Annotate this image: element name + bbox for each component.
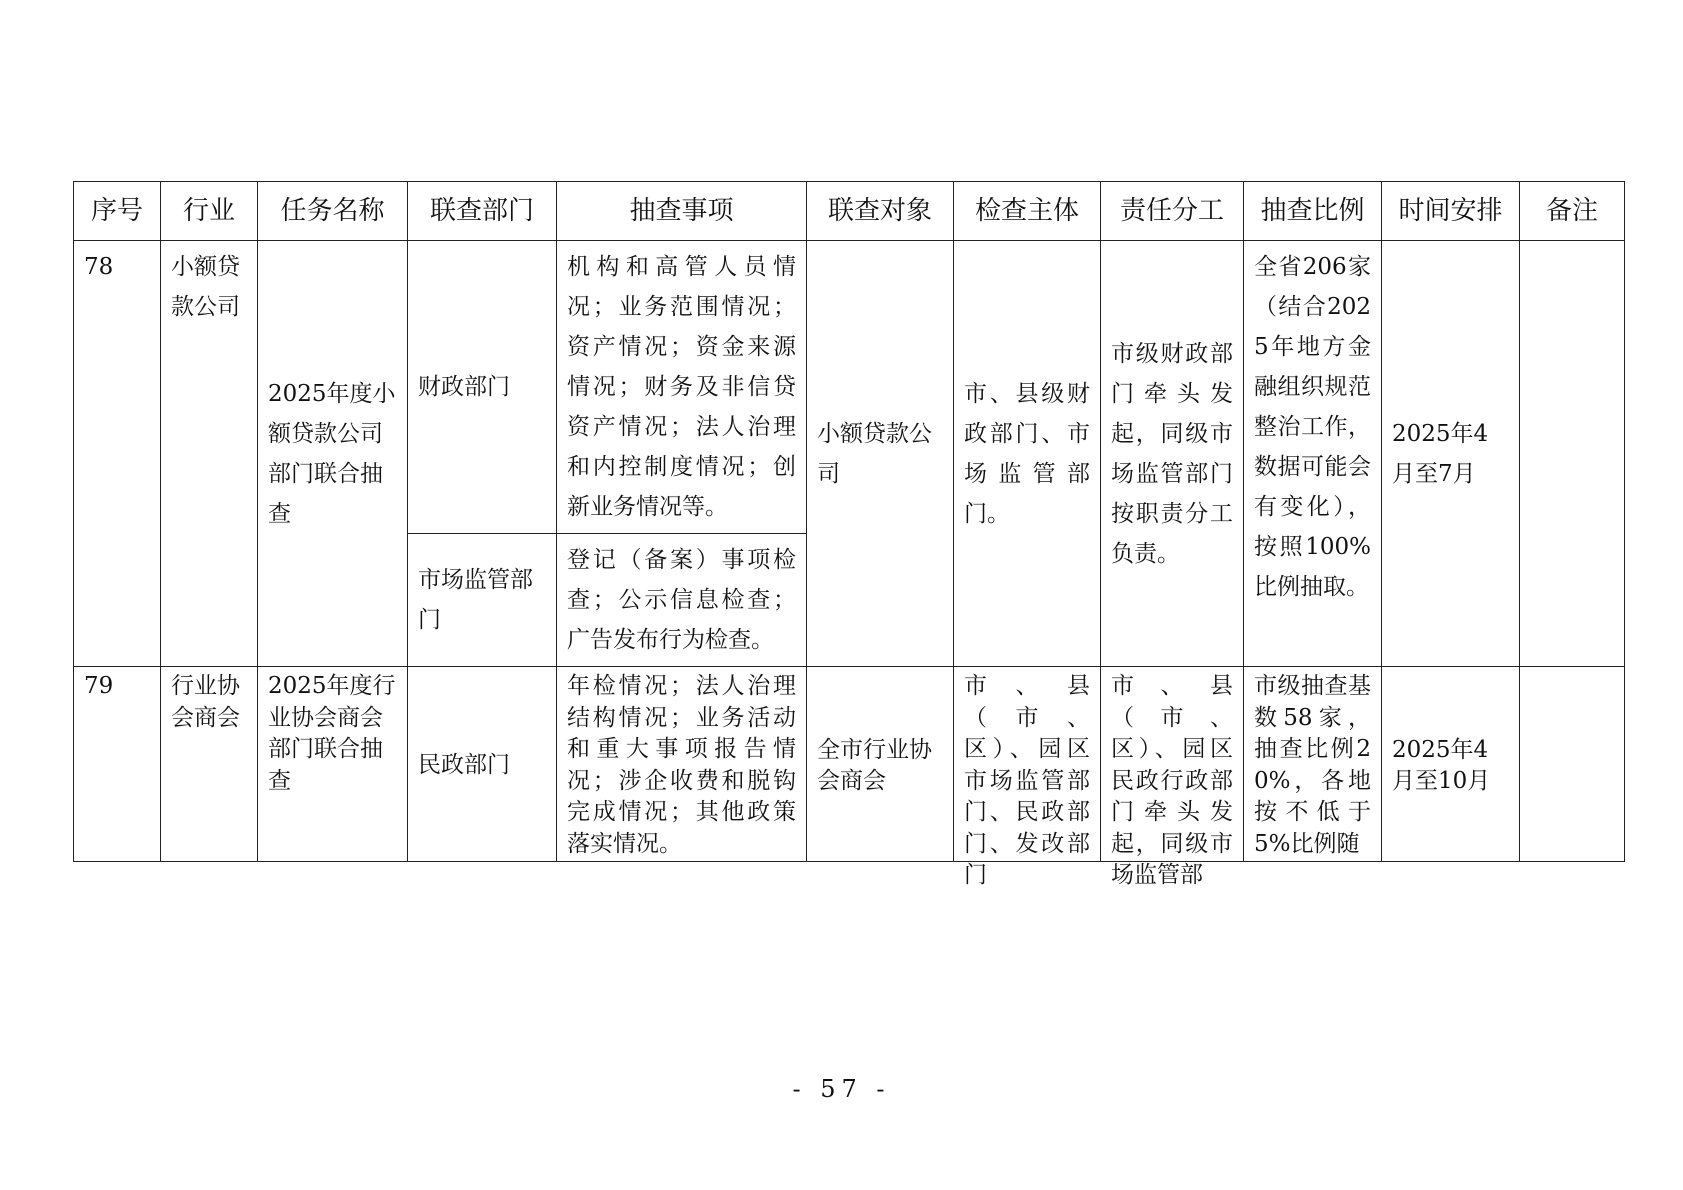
row-79-industry bbox=[161, 667, 258, 862]
header-subject: 检查主体 bbox=[954, 182, 1101, 241]
row-79-target-text: 全市行业协会商会 bbox=[817, 736, 932, 794]
row-79-target bbox=[807, 667, 954, 862]
row-79-subject-text: 市、县（市、区）、园区市场监管部门、民政部门、发改部门 bbox=[964, 673, 1090, 888]
page-number: - 57 - bbox=[792, 1075, 891, 1103]
row-79-items-text: 年检情况；法人治理结构情况；业务活动和重大事项报告情况；涉企收费和脱钩完成情况；其他政策落实情况。 bbox=[567, 673, 796, 857]
row-78-dept-finance: 财政部门 bbox=[408, 241, 557, 534]
header-departments: 联查部门 bbox=[408, 182, 557, 241]
row-78-schedule: 2025年4月至7月 bbox=[1382, 241, 1520, 667]
row-78-items-market: 登记（备案）事项检查；公示信息检查；广告发布行为检查。 bbox=[557, 534, 807, 667]
header-ratio: 抽查比例 bbox=[1244, 182, 1382, 241]
row-78-items-finance: 机构和高管人员情况；业务范围情况；资产情况；资金来源情况；财务及非信贷资产情况；法人治理和内控制度情况；创新业务情况等。 bbox=[557, 241, 807, 534]
header-target: 联查对象 bbox=[807, 182, 954, 241]
row-78-industry: 小额贷款公司 bbox=[161, 241, 258, 667]
inspection-table bbox=[73, 181, 1625, 888]
row-79-schedule bbox=[1382, 667, 1520, 862]
row-78-duty: 市级财政部门牵头发起，同级市场监管部门按职责分工负责。 bbox=[1101, 241, 1244, 667]
header-duty: 责任分工 bbox=[1101, 182, 1244, 241]
row-79-subject bbox=[954, 667, 1101, 888]
row-79-remark bbox=[1520, 667, 1625, 862]
row-79-task bbox=[258, 667, 408, 862]
row-78-dept-market: 市场监管部门 bbox=[408, 534, 557, 667]
header-schedule: 时间安排 bbox=[1382, 182, 1520, 241]
row-79-dept-text: 民政部门 bbox=[418, 752, 510, 779]
row-79-schedule-text: 2025年4月至10月 bbox=[1392, 736, 1491, 794]
row-79-no-text: 79 bbox=[84, 673, 114, 699]
row-78-subject: 市、县级财政部门、市场监管部门。 bbox=[954, 241, 1101, 667]
row-79-no bbox=[74, 667, 161, 862]
row-78-remark bbox=[1520, 241, 1625, 667]
row-78-target: 小额贷款公司 bbox=[807, 241, 954, 667]
header-items: 抽查事项 bbox=[557, 182, 807, 241]
row-79-task-text: 2025年度行业协会商会部门联合抽查 bbox=[268, 673, 396, 794]
row-79-dept bbox=[408, 667, 557, 862]
header-row bbox=[74, 182, 1625, 241]
row-79-duty bbox=[1101, 667, 1244, 888]
row-79-items bbox=[557, 667, 807, 862]
row-78-no: 78 bbox=[74, 241, 161, 667]
header-task: 任务名称 bbox=[258, 182, 408, 241]
table-row bbox=[74, 667, 1625, 862]
row-79-industry-text: 行业协会商会 bbox=[171, 673, 240, 731]
row-78-task: 2025年度小额贷款公司部门联合抽查 bbox=[258, 241, 408, 667]
row-78-ratio: 全省206家（结合2025年地方金融组织规范整治工作，数据可能会有变化），按照100%比例抽取。 bbox=[1244, 241, 1382, 667]
row-79-ratio bbox=[1244, 667, 1382, 862]
table-row bbox=[74, 241, 1625, 534]
row-79-duty-text: 市、县（市、区）、园区民政行政部门牵头发起，同级市场监管部 bbox=[1111, 673, 1233, 888]
header-remark: 备注 bbox=[1520, 182, 1625, 241]
header-industry: 行业 bbox=[161, 182, 258, 241]
header-no: 序号 bbox=[74, 182, 161, 241]
row-79-ratio-text: 市级抽查基数58家，抽查比例20%，各地按不低于5%比例随 bbox=[1254, 673, 1371, 857]
